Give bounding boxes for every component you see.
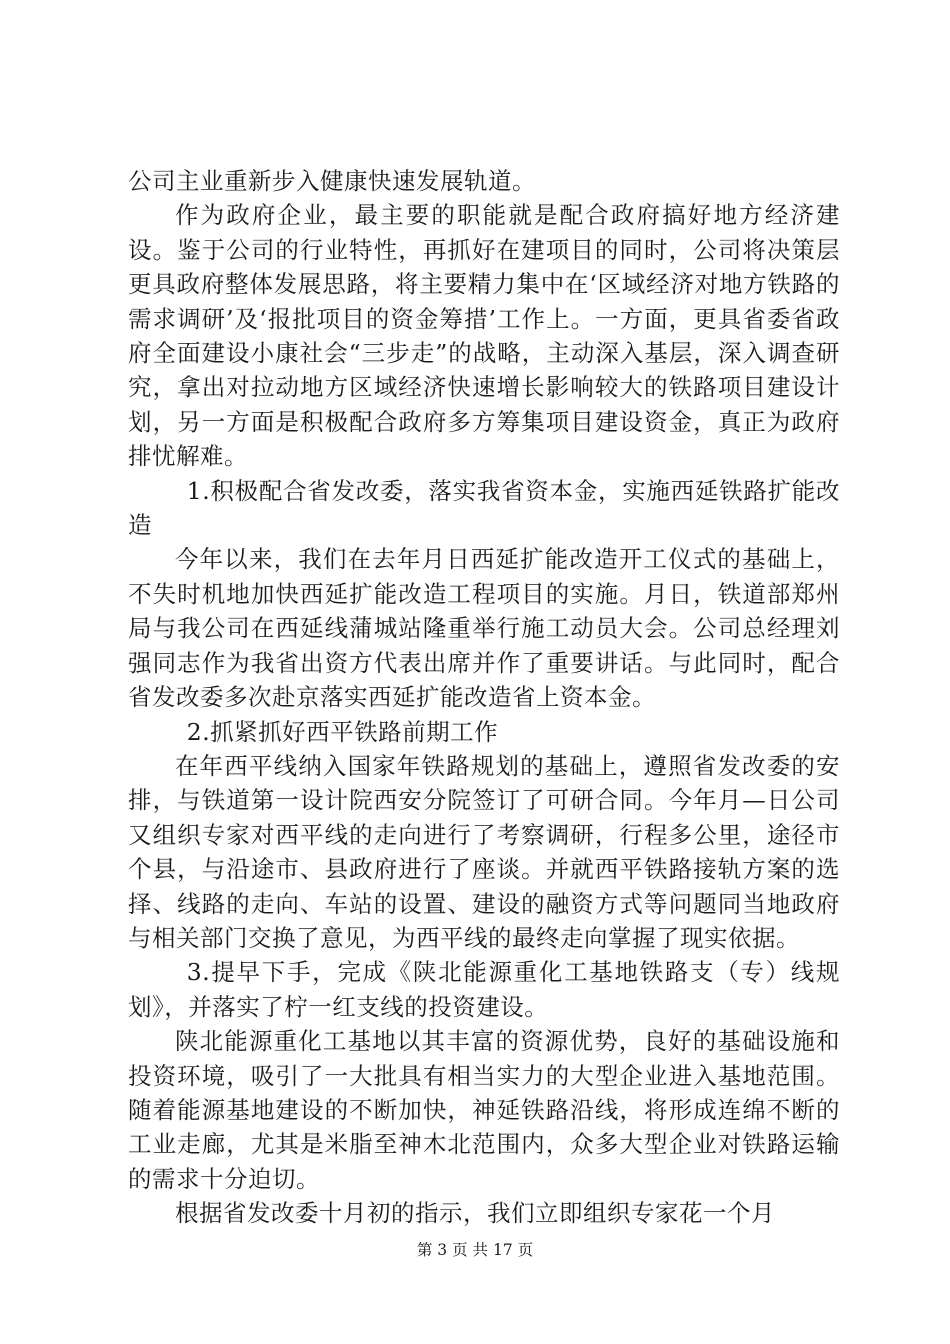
paragraph-4: 在年西平线纳入国家年铁路规划的基础上，遵照省发改委的安排，与铁道第一设计院西安分院签订了可研合同。今年月—日公司又组织专家对西平线的走向进行了考察调研，行程多公里，途径市个县，与沿途市、县政府进行了座谈。并就西平铁路接轨方案的选择、线路的走向、车站的设置、建设的融资方式等问题同当地政府与相关部门交换了意见，为西平线的最终走向掌握了现实依据。 [128,751,840,952]
paragraph-5: 陕北能源重化工基地以其丰富的资源优势，良好的基础设施和投资环境，吸引了一大批具有相当实力的大型企业进入基地范围。随着能源基地建设的不断加快，神延铁路沿线，将形成连绵不断的工业走廊，尤其是米脂至神木北范围内，众多大型企业对铁路运输的需求十分迫切。 [128,1027,840,1193]
paragraph-1: 公司主业重新步入健康快速发展轨道。 [128,167,536,195]
page-number: 第 3 页 [416,1241,468,1259]
paragraph-3: 今年以来，我们在去年月日西延扩能改造开工仪式的基础上，不失时机地加快西延扩能改造工程项目的实施。月日，铁道部郑州局与我公司在西延线蒲城站隆重举行施工动员大会。公司总经理刘强同志作为我省出资方代表出席并作了重要讲话。与此同时，配合省发改委多次赴京落实西延扩能改造省上资本金。 [128,545,840,712]
page-total: 共 17 页 [472,1241,534,1259]
page-footer [0,1240,950,1260]
section-heading-3: 3.提早下手，完成《陕北能源重化工基地铁路支（专）线规划》，并落实了柠一红支线的投资建设。 [128,958,840,1021]
section-heading-2: 2.抓紧抓好西平铁路前期工作 [186,717,499,746]
paragraph-6: 根据省发改委十月初的指示，我们立即组织专家花一个月 [175,1199,775,1228]
document-body [128,164,840,1231]
paragraph-2: 作为政府企业，最主要的职能就是配合政府搞好地方经济建设。鉴于公司的行业特性，再抓好在建项目的同时，公司将决策层更具政府整体发展思路，将主要精力集中在‘区域经济对地方铁路的需求调研’及‘报批项目的资金筹措’工作上。一方面，更具省委省政府全面建设小康社会“三步走”的战略，主动深入基层，深入调查研究，拿出对拉动地方区域经济快速增长影响较大的铁路项目建设计划，另一方面是积极配合政府多方筹集项目建设资金，真正为政府排忧解难。 [128,201,840,471]
section-heading-1: 1.积极配合省发改委，落实我省资本金，实施西延铁路扩能改造 [128,476,840,540]
